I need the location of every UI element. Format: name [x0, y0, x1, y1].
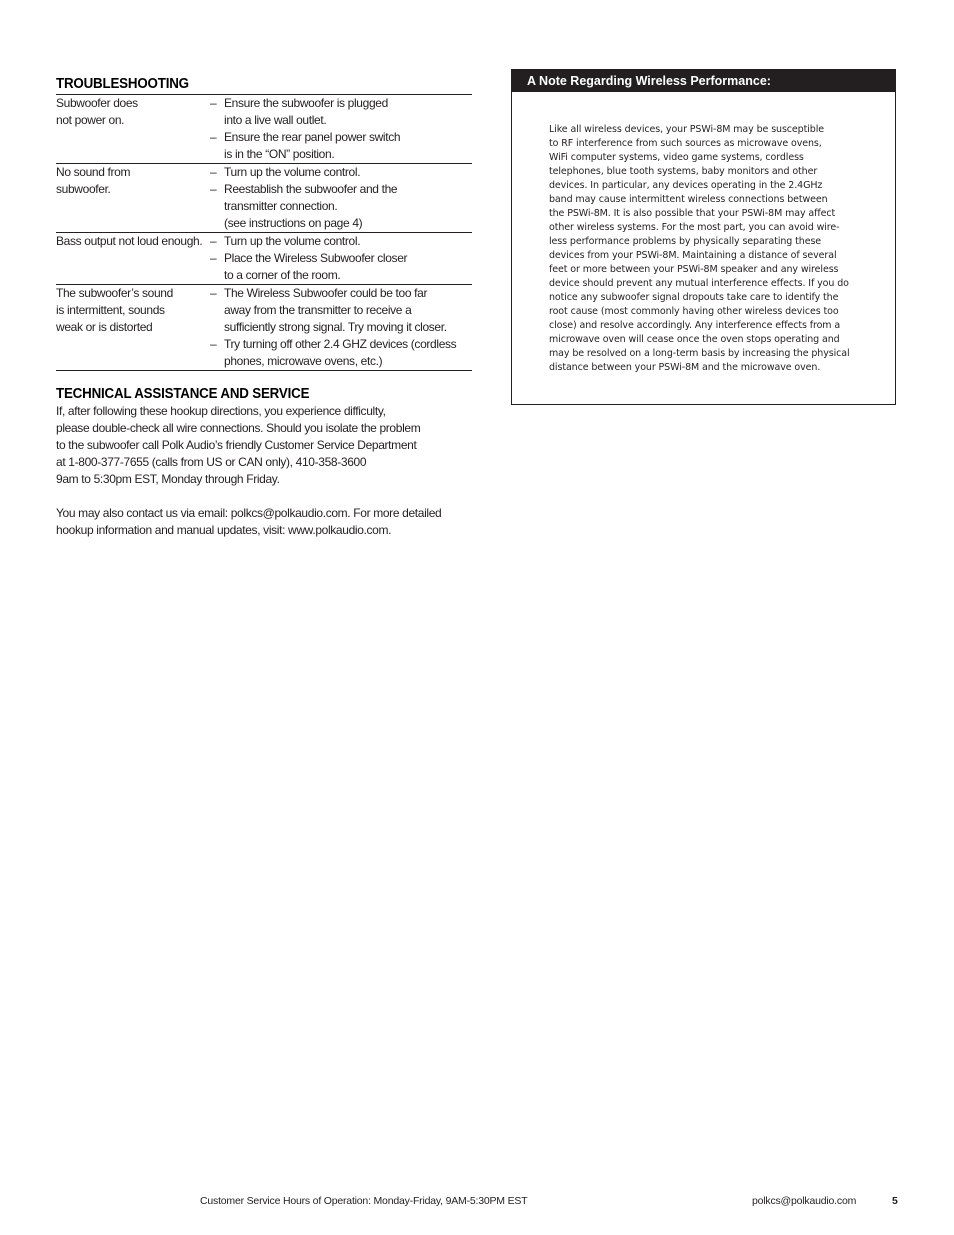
technical-assistance-heading: TECHNICAL ASSISTANCE AND SERVICE	[56, 386, 310, 402]
solution-text: Try turning off other 2.4 GHZ devices (cordless phones, microwave ovens, etc.)	[224, 337, 457, 368]
solution-item	[208, 164, 472, 181]
problem-cell: Bass output not loud enough.	[56, 234, 203, 248]
solution-text: Ensure the subwoofer is plugged into a live wall outlet.	[224, 96, 388, 127]
solution-text: Turn up the volume control.	[224, 234, 361, 248]
wireless-note-box	[511, 69, 896, 405]
solutions-cell	[208, 164, 472, 233]
dash-bullet: –	[210, 251, 217, 265]
dash-bullet: –	[210, 337, 217, 351]
solution-item	[208, 250, 472, 284]
troubleshooting-row	[56, 95, 472, 164]
troubleshooting-heading: TROUBLESHOOTING	[56, 76, 189, 92]
dash-bullet: –	[210, 234, 217, 248]
left-column	[56, 74, 472, 539]
solution-text: Reestablish the subwoofer and the transmitter connection. (see instructions on page 4)	[224, 182, 398, 230]
solution-text: The Wireless Subwoofer could be too far away from the transmitter to receive a sufficiently strong signal. Try moving it closer.	[224, 286, 447, 334]
solution-text: Turn up the volume control.	[224, 165, 361, 179]
dash-bullet: –	[210, 286, 217, 300]
solutions-cell	[208, 233, 472, 285]
footer-email: polkcs@polkaudio.com	[752, 1195, 857, 1207]
troubleshooting-table	[56, 94, 472, 371]
dash-bullet: –	[210, 165, 217, 179]
problem-cell: No sound from subwoofer.	[56, 165, 131, 196]
solution-item	[208, 233, 472, 250]
troubleshooting-row	[56, 233, 472, 285]
wireless-note-body: Like all wireless devices, your PSWi-8M may be susceptible to RF interference from such sources as microwave ovens, WiFi computer systems, video game systems, cordless telephones, blue tooth systems, baby monitors and other devices. In particular, any devices operating in the 2.4GHz band may cause intermittent wireless connections between the PSWi-8M. It is also possible that your PSWi-8M may affect other wireless systems. For the most part, you can avoid wire- less performance problems by physically separating these devices from your PSWi-8M. Maintaining a distance of several feet or more between your PSWi-8M speaker and any wireless device should prevent any mutual interference effects. If you do notice any subwoofer signal dropouts take care to identify the root cause (most commonly having other wireless devices too close) and resolve accordingly. Any interference effects from a microwave oven will cease once the oven stops operating and may be resolved on a long-term basis by increasing the physical distance between your PSWi-8M and the microwave oven.	[549, 124, 850, 373]
solution-item	[208, 181, 472, 232]
problem-cell: Subwoofer does not power on.	[56, 96, 138, 127]
solutions-cell	[208, 285, 472, 371]
solution-item	[208, 95, 472, 129]
dash-bullet: –	[210, 96, 217, 110]
problem-cell: The subwoofer’s sound is intermittent, sounds weak or is distorted	[56, 286, 173, 334]
technical-paragraph: If, after following these hookup directions, you experience difficulty, please double-check all wire connections. Should you isolate the problem to the subwoofer call Polk Audio’s friendly Customer Service Department at 1-800-377-7655 (calls from US or CAN only), 410-358-3600 9am to 5:30pm EST, Monday through Friday.	[56, 404, 421, 486]
page-number: 5	[892, 1195, 898, 1207]
dash-bullet: –	[210, 182, 217, 196]
solution-item	[208, 336, 472, 370]
solution-text: Ensure the rear panel power switch is in the “ON” position.	[224, 130, 401, 161]
solution-text: Place the Wireless Subwoofer closer to a corner of the room.	[224, 251, 408, 282]
troubleshooting-row	[56, 285, 472, 371]
page-footer	[0, 1190, 954, 1210]
footer-hours: Customer Service Hours of Operation: Monday-Friday, 9AM-5:30PM EST	[200, 1195, 528, 1207]
solution-item	[208, 129, 472, 163]
dash-bullet: –	[210, 130, 217, 144]
troubleshooting-row	[56, 164, 472, 233]
contact-paragraph: You may also contact us via email: polkcs@polkaudio.com. For more detailed hookup information and manual updates, visit: www.polkaudio.com.	[56, 506, 442, 537]
solution-item	[208, 285, 472, 336]
solutions-cell	[208, 95, 472, 164]
wireless-note-title: A Note Regarding Wireless Performance:	[512, 70, 895, 92]
